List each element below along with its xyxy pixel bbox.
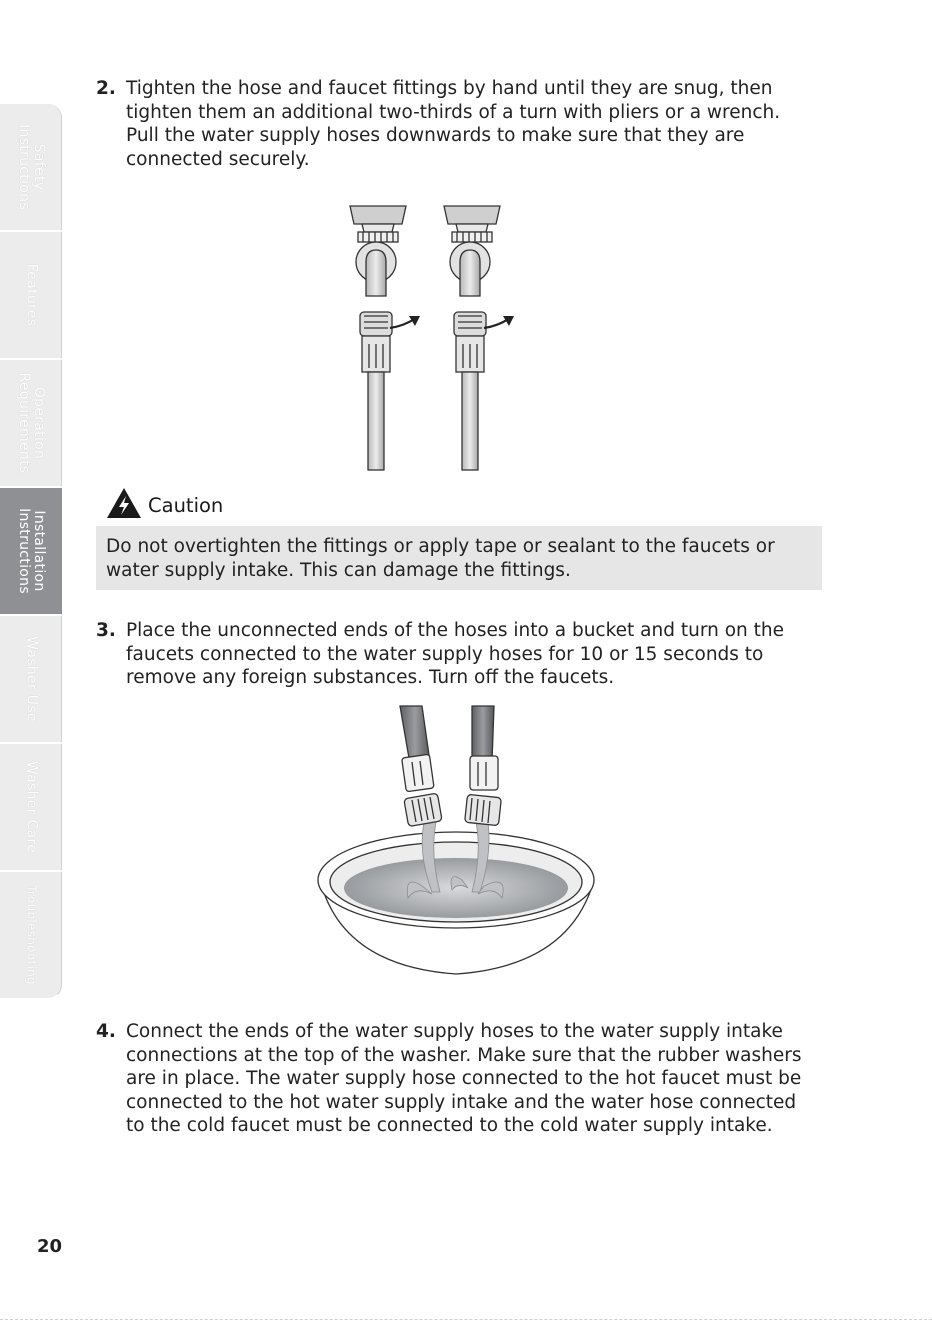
caution-title: Caution [148,494,224,517]
page-bottom-divider [0,1319,932,1320]
hose-faucet-illustration [340,198,530,476]
step-number: 2. [96,78,116,99]
section-tabs [0,104,62,1000]
step-text: Connect the ends of the water supply hoses to the water supply intake connections at the top of the washer. Make sure that the rubber washers are in place. The water supply hose connected to the hot faucet must be connected to the hot water supply intake and the water hose connected to the cold faucet must be connected to the cold water supply intake. [126,1021,802,1136]
caution-box [96,526,822,590]
hose-bucket-illustration [312,704,602,982]
tab-safety-instructions[interactable] [0,104,62,231]
tab-label: Features [23,263,39,327]
tab-label: Safety Instructions [15,124,47,210]
faucet-hose-left [350,206,420,470]
caution-text: Do not overtighten the fittings or apply tape or sealant to the faucets or water supply intake. This can damage the fittings. [106,536,775,581]
warning-triangle-lightning-icon [106,487,142,519]
tab-operation-requirements[interactable] [0,360,62,487]
step-2 [96,77,816,171]
tab-label: Troubleshooting [24,885,38,985]
tab-label: Operation Requirements [15,372,47,474]
step-text: Place the unconnected ends of the hoses into a bucket and turn on the faucets connected to the water supply hoses for 10 or 15 seconds to remove any foreign substances. Turn off the faucets. [126,620,784,688]
tab-label: Washer Use [23,636,39,722]
step-number: 3. [96,620,116,641]
tab-washer-care[interactable] [0,744,62,871]
tab-label: Installation Instructions [15,508,47,594]
tab-installation-instructions[interactable] [0,488,62,615]
tab-label: Washer Care [23,760,39,854]
step-number: 4. [96,1021,116,1042]
tab-features[interactable] [0,232,62,359]
page-number: 20 [37,1236,63,1257]
tab-troubleshooting[interactable] [0,872,62,999]
tab-washer-use[interactable] [0,616,62,743]
faucet-hose-right [444,206,514,470]
caution-heading [106,487,224,521]
step-text: Tighten the hose and faucet fittings by hand until they are snug, then tighten them an additional two-thirds of a turn with pliers or a wrench. Pull the water supply hoses downwards to make sure that they are connected securely. [126,78,781,170]
step-4 [96,1020,816,1138]
step-3 [96,619,816,690]
